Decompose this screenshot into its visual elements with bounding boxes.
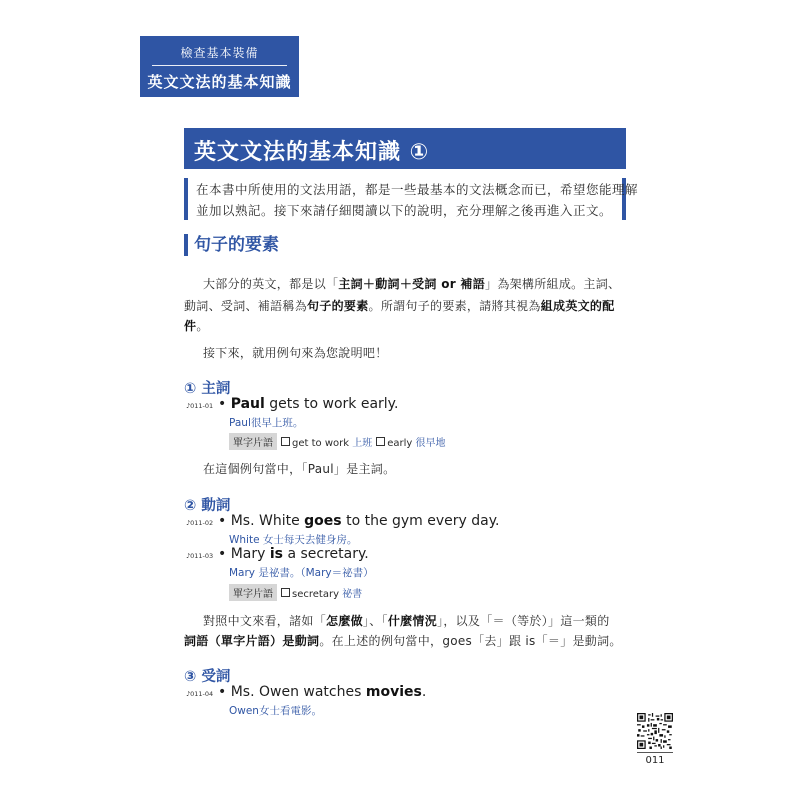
paragraph-1-line-2 [184, 297, 615, 314]
emphasis-text: is [269, 546, 284, 562]
bullet-icon: • [218, 513, 227, 529]
vocab-item [281, 434, 372, 449]
example-sentence [218, 513, 499, 529]
emphasis-text: 怎麼做 [326, 614, 363, 628]
audio-track-label: ♪011-03 [186, 552, 214, 560]
intro-line-1: 在本書中所使用的文法用語，都是一些最基本的文法概念而已，希望您能理解 [196, 182, 639, 197]
emphasis-text: Paul [230, 396, 265, 412]
text-span: 」，以及「＝（等於）」這一類的 [437, 614, 610, 628]
example-sentence [218, 684, 426, 700]
chapter-tab [140, 36, 299, 97]
text-span: 」、「 [362, 614, 388, 628]
example-translation: Mary 是祕書。（Mary＝祕書） [229, 567, 374, 579]
text-span: 對照中文來看，諸如「 [203, 614, 327, 628]
vocab-row [229, 433, 446, 450]
verb-note-line-2 [184, 632, 622, 649]
page-number-divider [637, 752, 673, 753]
bullet-icon: • [218, 684, 227, 700]
subject-note: 在這個例句當中，「Paul」是主詞。 [203, 462, 396, 476]
emphasis-text: 組成英文的配 [540, 299, 615, 313]
intro-line-2: 並加以熟記。接下來請仔細閱讀以下的說明，充分理解之後再進入正文。 [196, 203, 613, 218]
vocab-zh: 祕書 [342, 589, 363, 600]
page-title: 英文文法的基本知識 ① [194, 140, 430, 165]
intro-box [184, 178, 639, 220]
emphasis-text: 什麼情況 [387, 614, 438, 628]
text-span: to the gym every day. [341, 513, 500, 529]
text-span: gets to work early. [264, 396, 399, 412]
subject-heading: ① 主詞 [184, 381, 231, 397]
text-span: 」為架構所組成。主詞、 [485, 277, 621, 291]
vocab-en: get to work [292, 438, 350, 449]
example-sentence [218, 546, 369, 562]
bullet-icon: • [218, 546, 227, 562]
emphasis-text: 詞語（單字片語）是動詞 [184, 634, 320, 648]
checkbox-icon [281, 588, 290, 597]
text-span: Ms. Owen watches [230, 684, 366, 700]
page-number: 011 [645, 755, 665, 766]
chapter-tab-divider [152, 65, 287, 66]
bullet-icon: • [218, 396, 227, 412]
text-span: a secretary. [283, 546, 369, 562]
checkbox-icon [281, 437, 290, 446]
emphasis-text: movies [365, 684, 422, 700]
vocab-en: secretary [292, 589, 339, 600]
emphasis-text: 件 [184, 319, 197, 333]
paragraph-1-line-3 [184, 317, 209, 334]
vocab-zh: 上班 [352, 438, 373, 449]
example-sentence [218, 396, 398, 412]
vocab-zh: 很早地 [415, 438, 446, 449]
emphasis-text: 主詞＋動詞＋受詞 or 補語 [338, 277, 486, 291]
section-heading [184, 234, 279, 256]
paragraph-2: 接下來，就用例句來為您說明吧！ [203, 346, 388, 360]
verb-note-line-1 [203, 612, 610, 629]
vocab-item [281, 585, 362, 600]
example-translation: White 女士每天去健身房。 [229, 534, 358, 546]
vocab-label: 單字片語 [229, 433, 277, 450]
vocab-row [229, 584, 362, 601]
text-span: 動詞、受詞、補語稱為 [184, 299, 308, 313]
text-span: Ms. White [230, 513, 305, 529]
text-span: 大部分的英文，都是以「 [203, 277, 339, 291]
paragraph-1-line-1 [203, 275, 620, 292]
example-translation: Owen女士看電影。 [229, 705, 322, 717]
audio-track-label: ♪011-01 [186, 402, 214, 410]
emphasis-text: goes [304, 513, 342, 529]
object-heading: ③ 受詞 [184, 669, 231, 685]
audio-track-label: ♪011-04 [186, 690, 214, 698]
qr-code-icon[interactable] [637, 713, 673, 749]
text-span: 。所謂句子的要素，請將其視為 [368, 299, 541, 313]
section-heading-text: 句子的要素 [194, 235, 279, 255]
emphasis-text: 句子的要素 [307, 299, 369, 313]
example-translation: Paul很早上班。 [229, 417, 304, 429]
vocab-label: 單字片語 [229, 584, 277, 601]
text-span: 。在上述的例句當中，goes「去」跟 is「＝」是動詞。 [319, 634, 622, 648]
chapter-tab-label: 檢查基本裝備 [180, 46, 259, 60]
text-span: . [421, 684, 427, 700]
chapter-tab-title: 英文文法的基本知識 [147, 73, 292, 91]
text-span: Mary [230, 546, 270, 562]
audio-track-label: ♪011-02 [186, 519, 214, 527]
page-title-bar [184, 128, 626, 169]
verb-heading: ② 動詞 [184, 498, 231, 514]
text-span: 。 [196, 319, 209, 333]
checkbox-icon [376, 437, 385, 446]
vocab-en: early [387, 438, 413, 449]
vocab-item [376, 434, 445, 449]
